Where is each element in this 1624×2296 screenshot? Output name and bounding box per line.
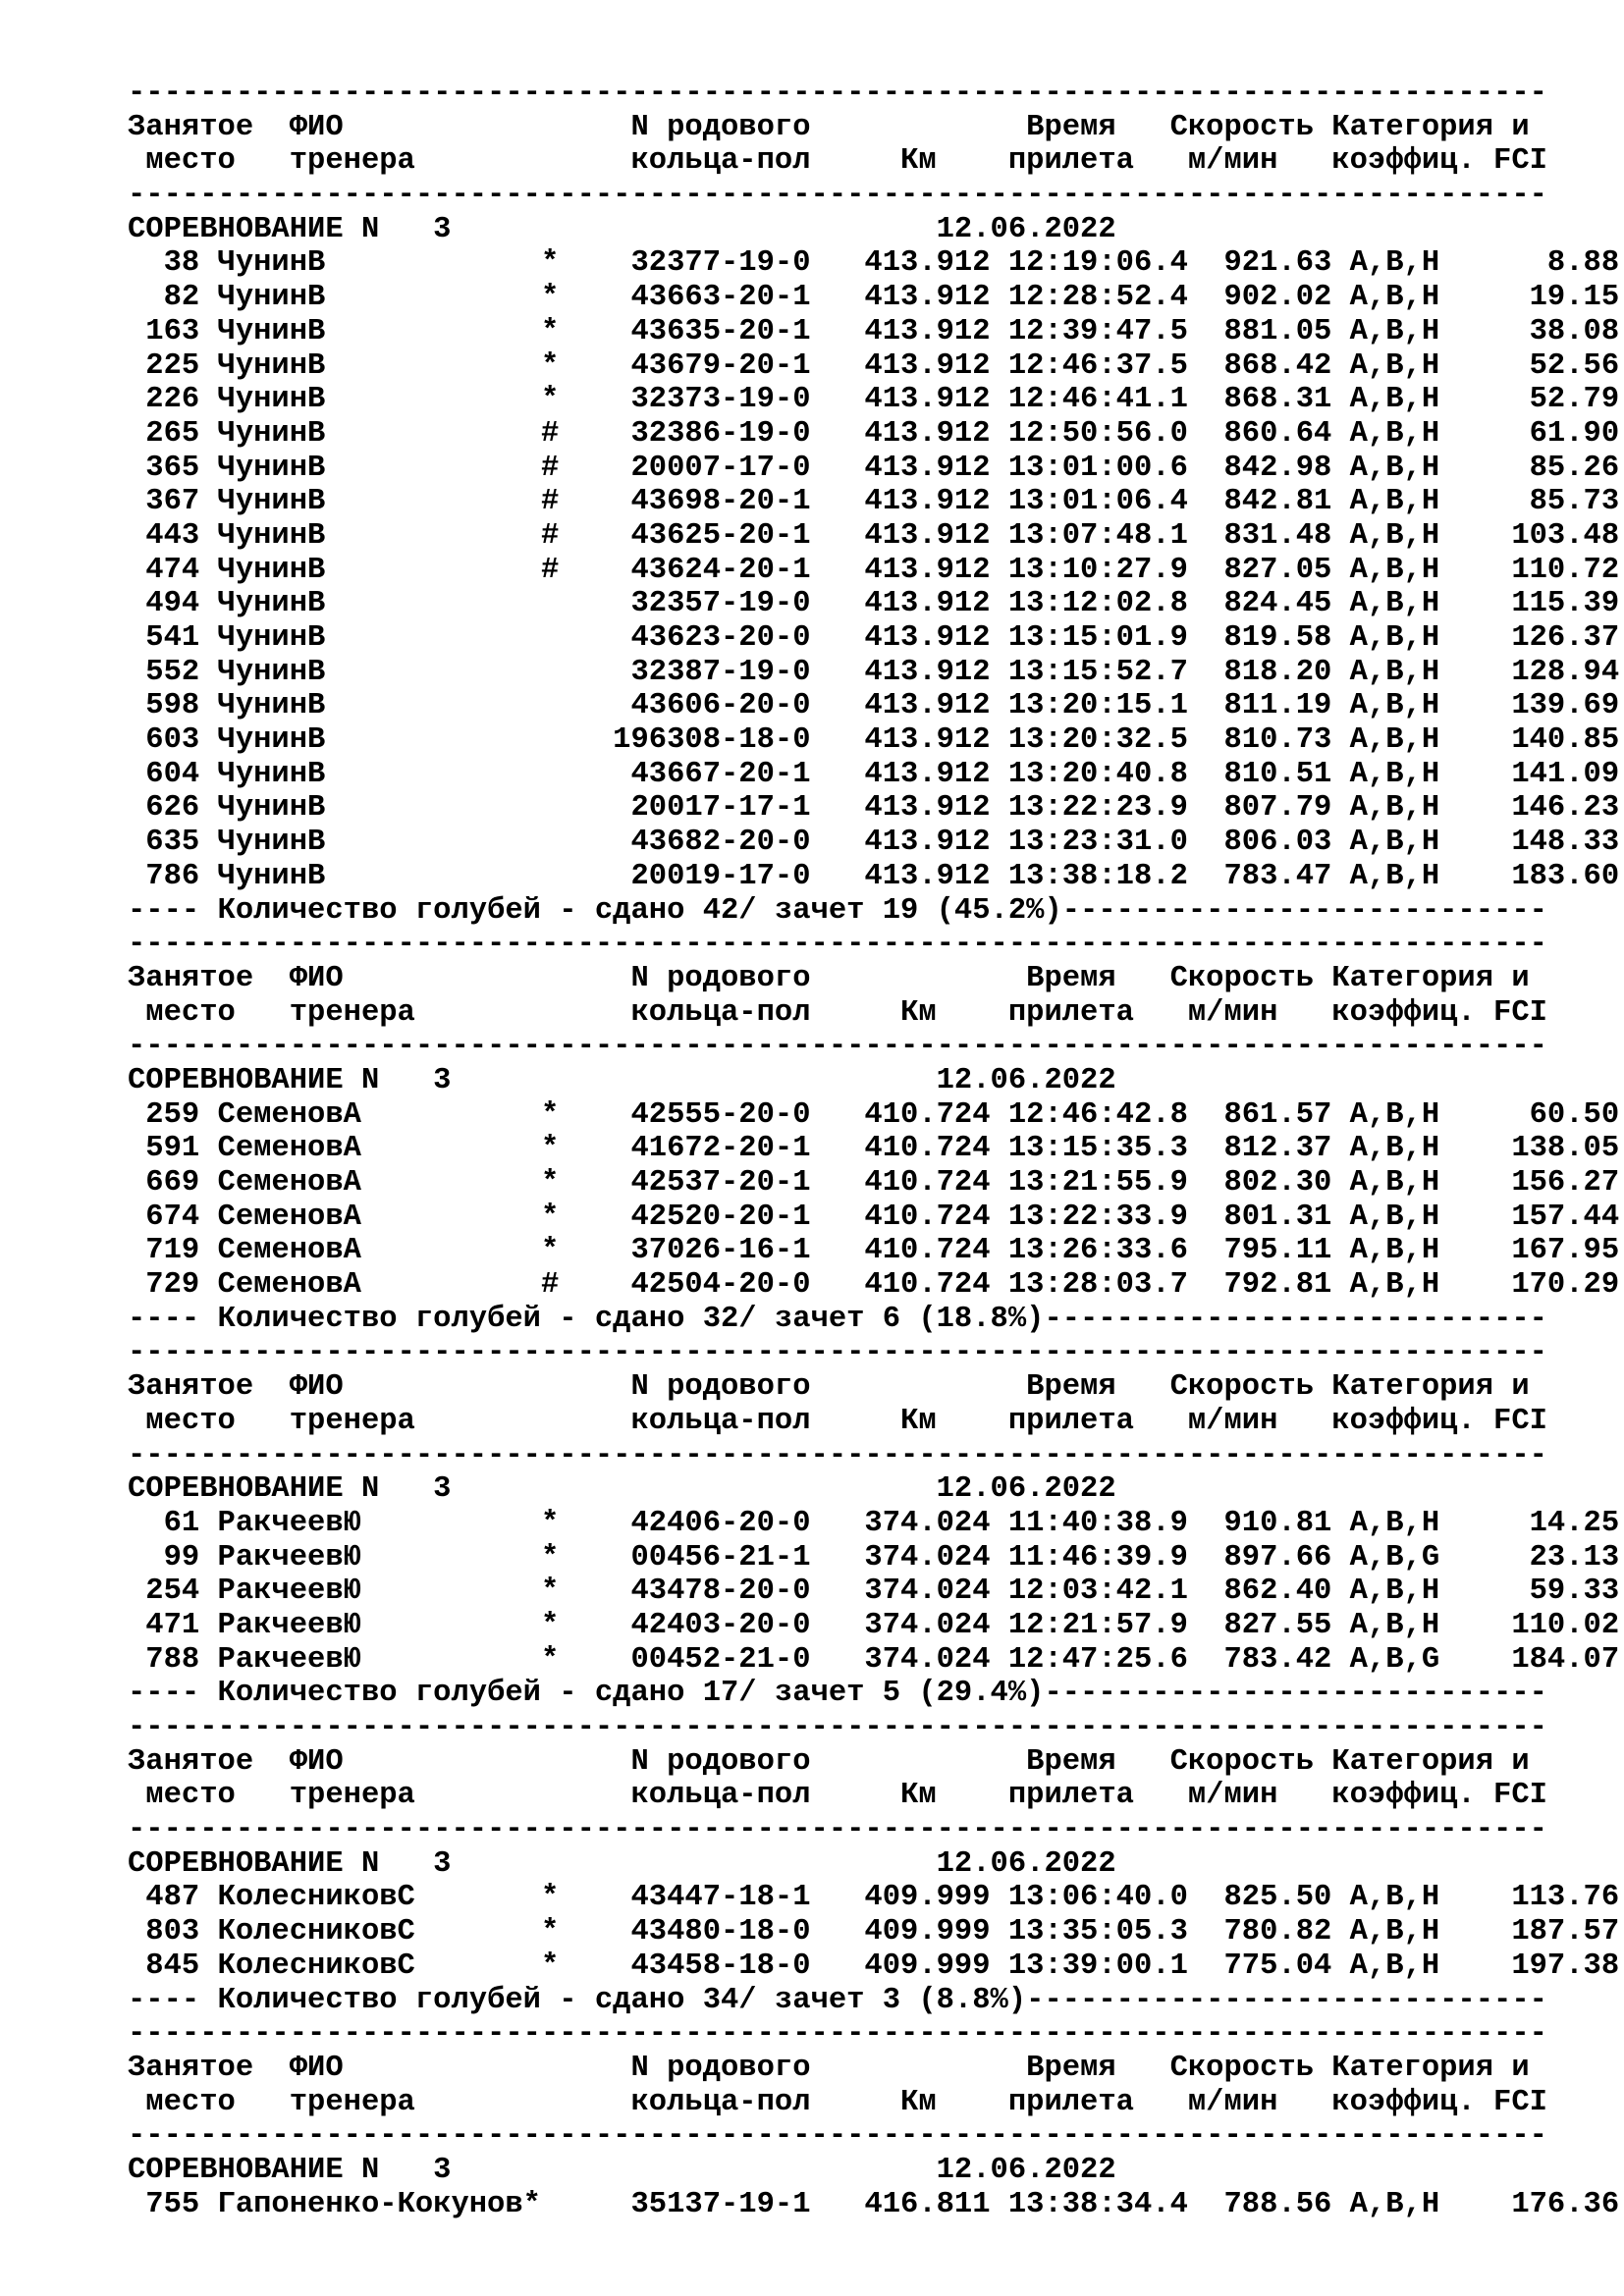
- report-line: 604 ЧунинВ 43667-20-1 413.912 13:20:40.8 810.51 A,B,H 141.09: [128, 757, 1620, 791]
- report-line: 82 ЧунинВ * 43663-20-1 413.912 12:28:52.4 902.02 A,B,H 19.15: [128, 281, 1620, 315]
- report-line: место тренера кольца-пол Км прилета м/мин коэффиц. FCI: [128, 144, 1547, 179]
- report-line: 474 ЧунинВ # 43624-20-1 413.912 13:10:27.9 827.05 A,B,H 110.72: [128, 553, 1620, 587]
- report-line: 552 ЧунинВ 32387-19-0 413.912 13:15:52.7 818.20 A,B,H 128.94: [128, 655, 1620, 689]
- report-line: 443 ЧунинВ # 43625-20-1 413.912 13:07:48.1 831.48 A,B,H 103.48: [128, 518, 1620, 553]
- report-line: -------------------------------------------------------------------------------: [128, 1030, 1547, 1064]
- report-line: 845 КолесниковС * 43458-18-0 409.999 13:39:00.1 775.04 A,B,H 197.38: [128, 1949, 1620, 1983]
- report-line: -------------------------------------------------------------------------------: [128, 928, 1547, 962]
- report-line: -------------------------------------------------------------------------------: [128, 1813, 1547, 1847]
- report-line: 788 РакчеевЮ * 00452-21-0 374.024 12:47:25.6 783.42 A,B,G 184.07: [128, 1642, 1620, 1677]
- report-line: 163 ЧунинВ * 43635-20-1 413.912 12:39:47.5 881.05 A,B,H 38.08: [128, 314, 1620, 348]
- report-line: 226 ЧунинВ * 32373-19-0 413.912 12:46:41.1 868.31 A,B,H 52.79: [128, 383, 1620, 417]
- report-line: 786 ЧунинВ 20019-17-0 413.912 13:38:18.2 783.47 A,B,H 183.60: [128, 859, 1620, 893]
- report-line: Занятое ФИО N родового Время Скорость Категория и: [128, 1370, 1530, 1405]
- report-line: ---- Количество голубей - сдано 42/ зачет 19 (45.2%)---------------------------: [128, 893, 1547, 928]
- report-line: место тренера кольца-пол Км прилета м/мин коэффиц. FCI: [128, 1404, 1547, 1438]
- report-line: СОРЕВНОВАНИЕ N 3 12.06.2022: [128, 212, 1116, 246]
- report-line: 38 ЧунинВ * 32377-19-0 413.912 12:19:06.4 921.63 A,B,H 8.88: [128, 246, 1620, 281]
- report-line: 541 ЧунинВ 43623-20-0 413.912 13:15:01.9 819.58 A,B,H 126.37: [128, 621, 1620, 655]
- report-line: 367 ЧунинВ # 43698-20-1 413.912 13:01:06.4 842.81 A,B,H 85.73: [128, 485, 1620, 519]
- report-line: 259 СеменовА * 42555-20-0 410.724 12:46:42.8 861.57 A,B,H 60.50: [128, 1097, 1620, 1132]
- report-line: Занятое ФИО N родового Время Скорость Категория и: [128, 110, 1530, 144]
- report-line: 803 КолесниковС * 43480-18-0 409.999 13:35:05.3 780.82 A,B,H 187.57: [128, 1915, 1620, 1949]
- report-line: 603 ЧунинВ 196308-18-0 413.912 13:20:32.5 810.73 A,B,H 140.85: [128, 723, 1620, 758]
- report-line: Занятое ФИО N родового Время Скорость Категория и: [128, 1744, 1530, 1779]
- report-line: 254 РакчеевЮ * 43478-20-0 374.024 12:03:42.1 862.40 A,B,H 59.33: [128, 1575, 1620, 1609]
- report-line: место тренера кольца-пол Км прилета м/мин коэффиц. FCI: [128, 2085, 1547, 2119]
- report-line: место тренера кольца-пол Км прилета м/мин коэффиц. FCI: [128, 995, 1547, 1030]
- report-line: ---- Количество голубей - сдано 32/ зачет 6 (18.8%)----------------------------: [128, 1302, 1547, 1336]
- report-line: 719 СеменовА * 37026-16-1 410.724 13:26:33.6 795.11 A,B,H 167.95: [128, 1234, 1620, 1268]
- report-line: 626 ЧунинВ 20017-17-1 413.912 13:22:23.9 807.79 A,B,H 146.23: [128, 791, 1620, 826]
- report-line: СОРЕВНОВАНИЕ N 3 12.06.2022: [128, 1472, 1116, 1507]
- report-line: 487 КолесниковС * 43447-18-1 409.999 13:06:40.0 825.50 A,B,H 113.76: [128, 1881, 1620, 1915]
- report-line: 365 ЧунинВ # 20007-17-0 413.912 13:01:00.6 842.98 A,B,H 85.26: [128, 451, 1620, 485]
- report-line: СОРЕВНОВАНИЕ N 3 12.06.2022: [128, 2153, 1116, 2187]
- report-line: СОРЕВНОВАНИЕ N 3 12.06.2022: [128, 1063, 1116, 1097]
- report-line: 61 РакчеевЮ * 42406-20-0 374.024 11:40:38.9 910.81 A,B,H 14.25: [128, 1506, 1620, 1540]
- report-line: 674 СеменовА * 42520-20-1 410.724 13:22:33.9 801.31 A,B,H 157.44: [128, 1200, 1620, 1234]
- report-line: -------------------------------------------------------------------------------: [128, 1711, 1547, 1744]
- report-line: -------------------------------------------------------------------------------: [128, 2017, 1547, 2052]
- report-line: 635 ЧунинВ 43682-20-0 413.912 13:23:31.0 806.03 A,B,H 148.33: [128, 826, 1620, 860]
- report-line: -------------------------------------------------------------------------------: [128, 2119, 1547, 2154]
- report-line: 99 РакчеевЮ * 00456-21-1 374.024 11:46:39.9 897.66 A,B,G 23.13: [128, 1540, 1620, 1575]
- report-line: 591 СеменовА * 41672-20-1 410.724 13:15:35.3 812.37 A,B,H 138.05: [128, 1132, 1620, 1166]
- report-line: 265 ЧунинВ # 32386-19-0 413.912 12:50:56.0 860.64 A,B,H 61.90: [128, 416, 1620, 451]
- report-line: -------------------------------------------------------------------------------: [128, 77, 1547, 110]
- report-line: 471 РакчеевЮ * 42403-20-0 374.024 12:21:57.9 827.55 A,B,H 110.02: [128, 1608, 1620, 1642]
- report-line: ---- Количество голубей - сдано 34/ зачет 3 (8.8%)-----------------------------: [128, 1983, 1547, 2017]
- report-line: -------------------------------------------------------------------------------: [128, 1438, 1547, 1472]
- report-line: место тренера кольца-пол Км прилета м/мин коэффиц. FCI: [128, 1779, 1547, 1813]
- report-line: ---- Количество голубей - сдано 17/ зачет 5 (29.4%)----------------------------: [128, 1677, 1547, 1711]
- results-report: [128, 77, 1620, 2221]
- report-line: 755 Гапоненко-Кокунов* 35137-19-1 416.811 13:38:34.4 788.56 A,B,H 176.36: [128, 2187, 1620, 2221]
- report-line: 225 ЧунинВ * 43679-20-1 413.912 12:46:37.5 868.42 A,B,H 52.56: [128, 348, 1620, 383]
- report-line: 729 СеменовА # 42504-20-0 410.724 13:28:03.7 792.81 A,B,H 170.29: [128, 1268, 1620, 1303]
- report-line: 494 ЧунинВ 32357-19-0 413.912 13:12:02.8 824.45 A,B,H 115.39: [128, 587, 1620, 621]
- report-line: СОРЕВНОВАНИЕ N 3 12.06.2022: [128, 1846, 1116, 1881]
- report-line: -------------------------------------------------------------------------------: [128, 1336, 1547, 1370]
- report-line: Занятое ФИО N родового Время Скорость Категория и: [128, 961, 1530, 995]
- report-line: Занятое ФИО N родового Время Скорость Категория и: [128, 2051, 1530, 2085]
- report-line: -------------------------------------------------------------------------------: [128, 179, 1547, 213]
- report-line: 598 ЧунинВ 43606-20-0 413.912 13:20:15.1 811.19 A,B,H 139.69: [128, 689, 1620, 723]
- report-line: 669 СеменовА * 42537-20-1 410.724 13:21:55.9 802.30 A,B,H 156.27: [128, 1166, 1620, 1200]
